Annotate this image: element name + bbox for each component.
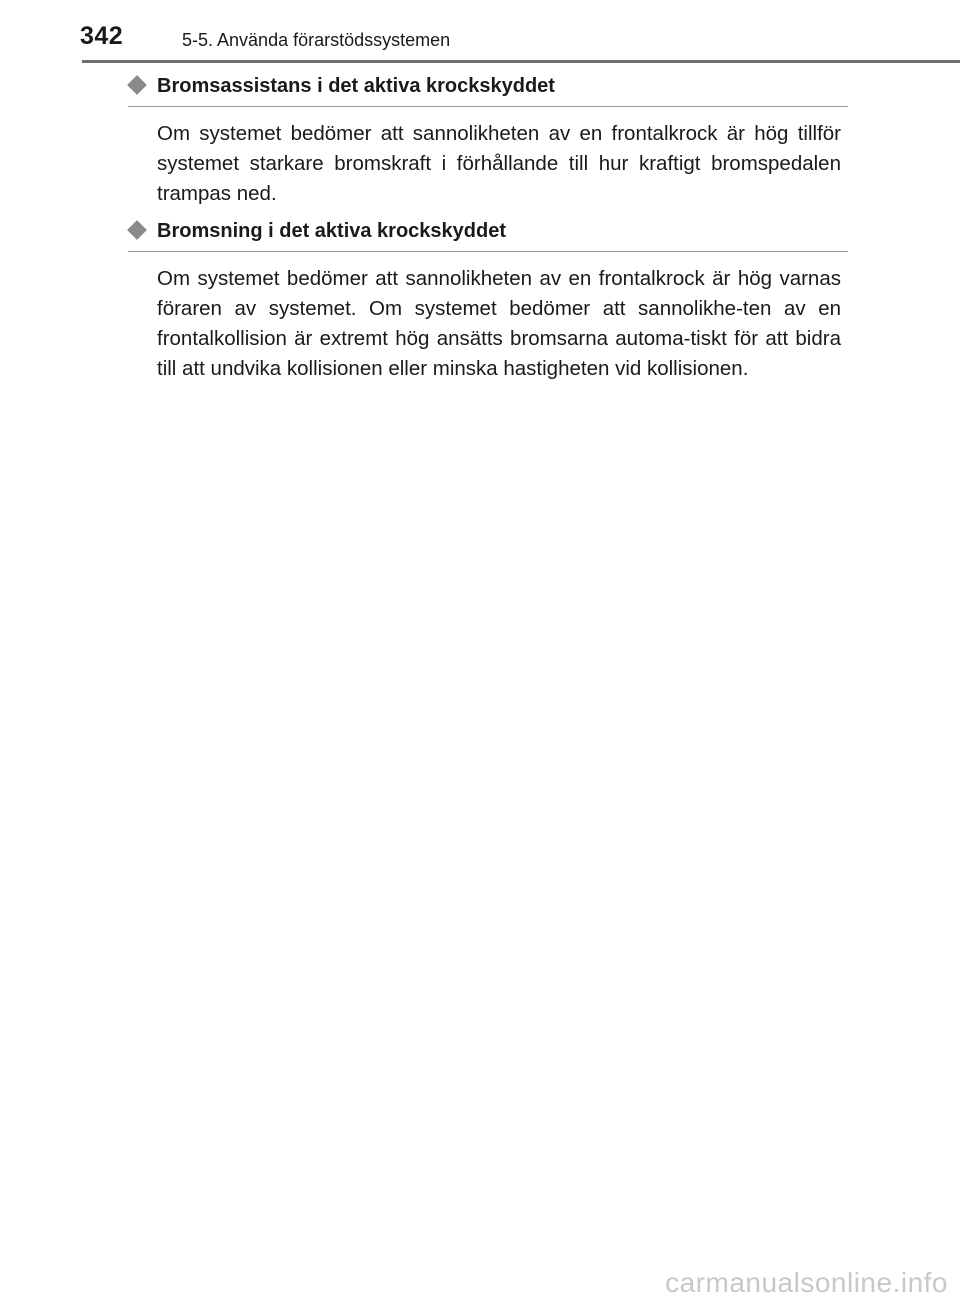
section-heading-text: Bromsning i det aktiva krockskyddet: [157, 220, 507, 242]
section-body-text: Om systemet bedömer att sannolikheten av en frontalkrock är hög tillför systemet starkare bromskraft i förhållande till hur kraftigt bromspedalen trampas ned.: [157, 122, 841, 205]
page-number: 342: [80, 22, 124, 50]
header-divider: [82, 60, 960, 63]
section-braking: [128, 219, 848, 384]
diamond-bullet-icon: [127, 75, 147, 95]
chapter-title: 5-5. Använda förarstödssystemen: [182, 30, 451, 50]
section-heading: [128, 74, 848, 107]
diamond-bullet-icon: [127, 220, 147, 240]
section-heading-text: Bromsassistans i det aktiva krockskyddet: [157, 75, 555, 97]
section-heading: [128, 219, 848, 252]
section-brake-assist: [128, 74, 848, 209]
watermark-text: carmanualsonline.info: [665, 1267, 948, 1298]
section-body-text: Om systemet bedömer att sannolikheten av en frontalkrock är hög varnas föraren av systemet. Om systemet bedömer att sannolikhe-ten av en frontalkollision är extremt hög ansätts bromsarna automa-tiskt för att bidra till att undvika kollisionen eller minska hastigheten vid kollisionen.: [157, 267, 841, 380]
